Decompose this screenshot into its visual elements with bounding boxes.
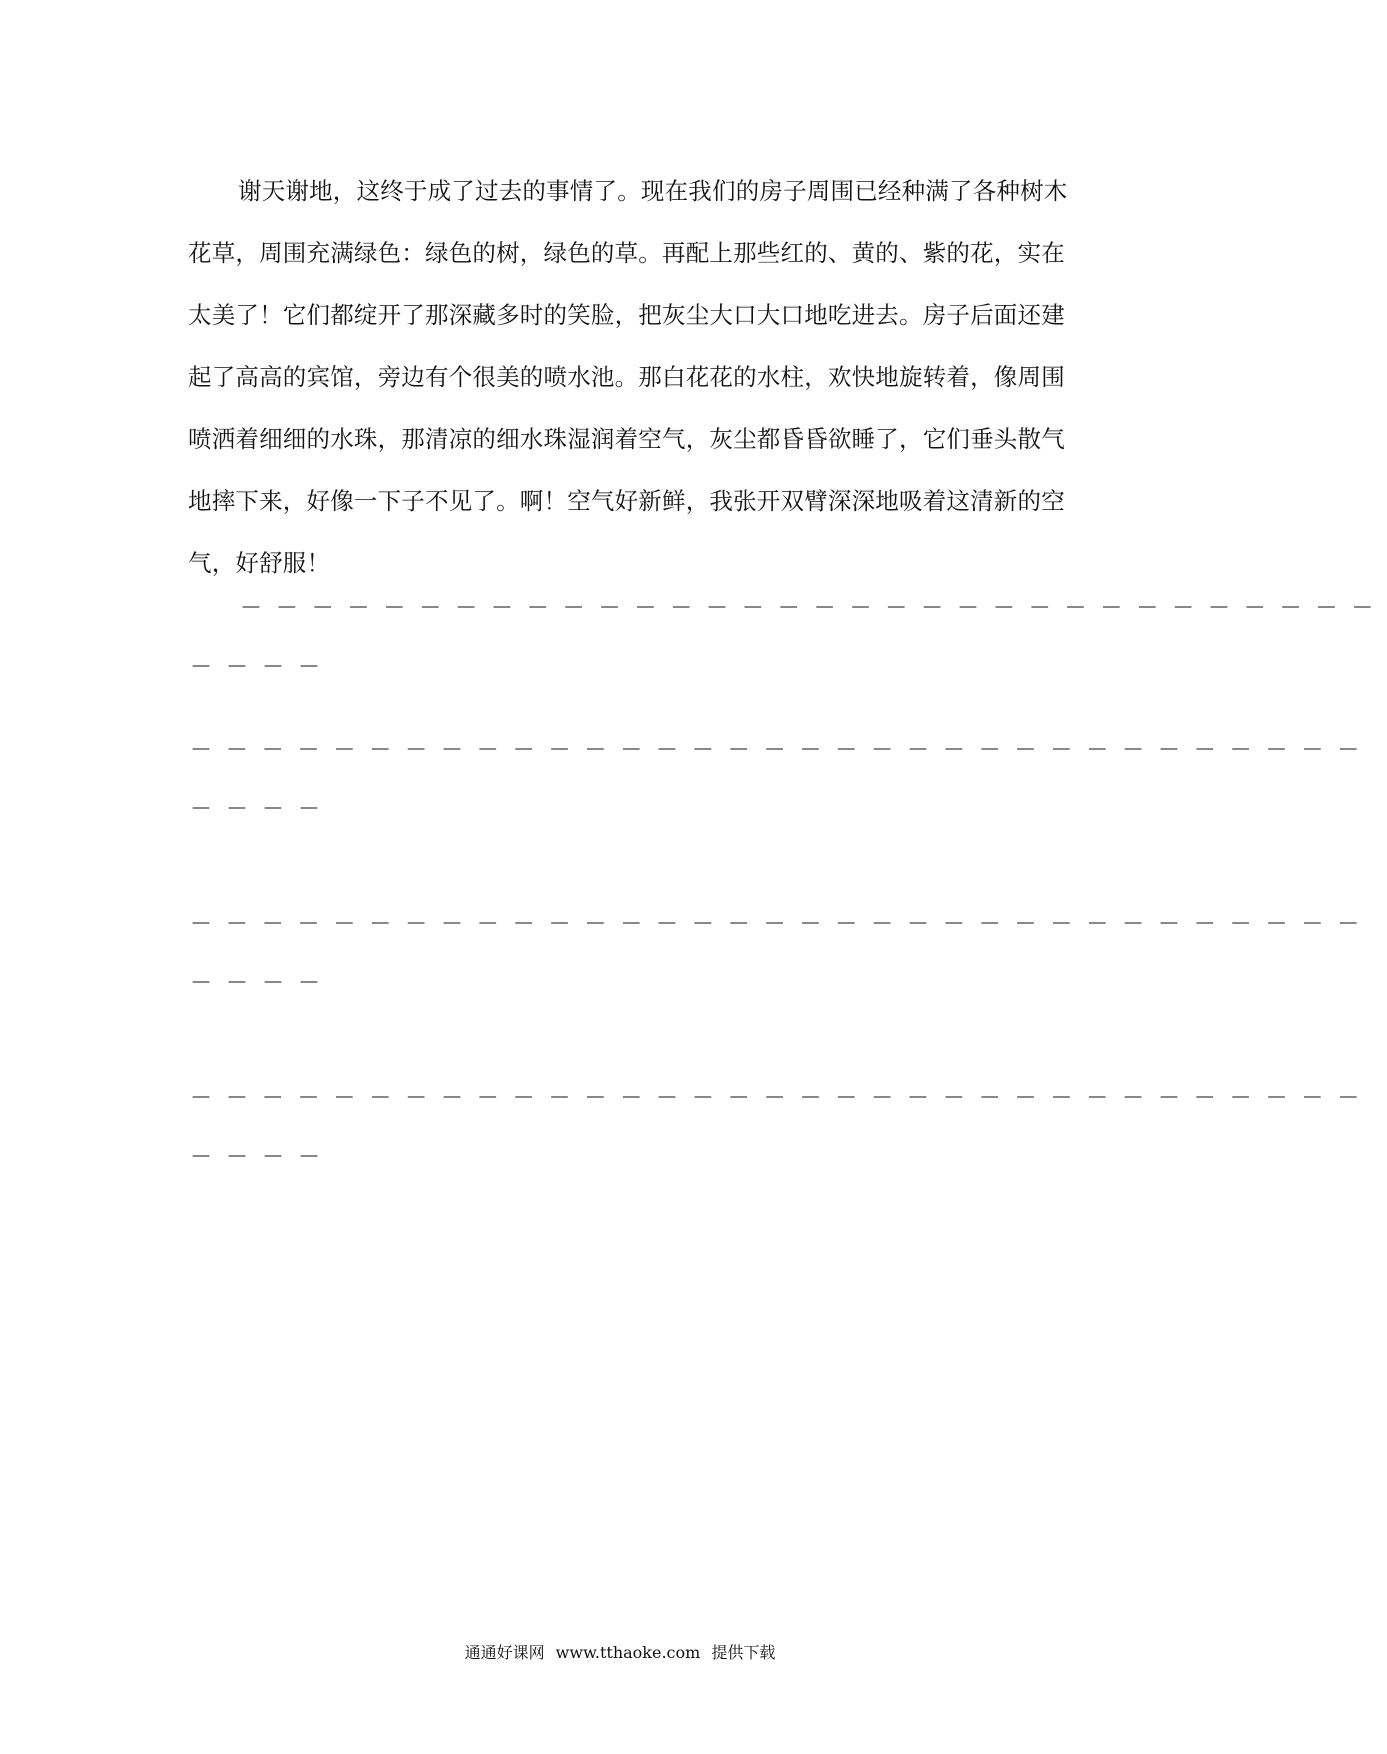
page-footer: 通通好课网 www.tthaoke.com 提供下载 bbox=[464, 1643, 776, 1662]
blank-line-continuation: －－－－ bbox=[190, 1145, 335, 1170]
blank-line-continuation: －－－－ bbox=[190, 971, 335, 996]
blank-line: －－－－－－－－－－－－－－－－－－－－－－－－－－－－－－－－－ bbox=[190, 738, 1374, 763]
blank-line-continuation: －－－－ bbox=[190, 655, 335, 680]
blank-line: －－－－－－－－－－－－－－－－－－－－－－－－－－－－－－－－－ bbox=[190, 912, 1374, 937]
body-paragraph bbox=[188, 160, 1068, 594]
blank-line-continuation: －－－－ bbox=[190, 797, 335, 822]
blank-line: －－－－－－－－－－－－－－－－－－－－－－－－－－－－－－－－－ bbox=[190, 1086, 1374, 1111]
blank-line: －－－－－－－－－－－－－－－－－－－－－－－－－－－－－－－－ bbox=[240, 596, 1387, 621]
paragraph-text: 谢天谢地，这终于成了过去的事情了。现在我们的房子周围已经种满了各种树木花草，周围充满绿色：绿色的树，绿色的草。再配上那些红的、黄的、紫的花，实在太美了！它们都绽开了那深藏多时的笑脸，把灰尘大口大口地吃进去。房子后面还建起了高高的宾馆，旁边有个很美的喷水池。那白花花的水柱，欢快地旋转着，像周围喷洒着细细的水珠，那清凉的细水珠湿润着空气，灰尘都昏昏欲睡了，它们垂头散气地摔下来，好像一下子不见了。啊！空气好新鲜，我张开双臂深深地吸着这清新的空气，好舒服！ bbox=[188, 177, 1068, 577]
